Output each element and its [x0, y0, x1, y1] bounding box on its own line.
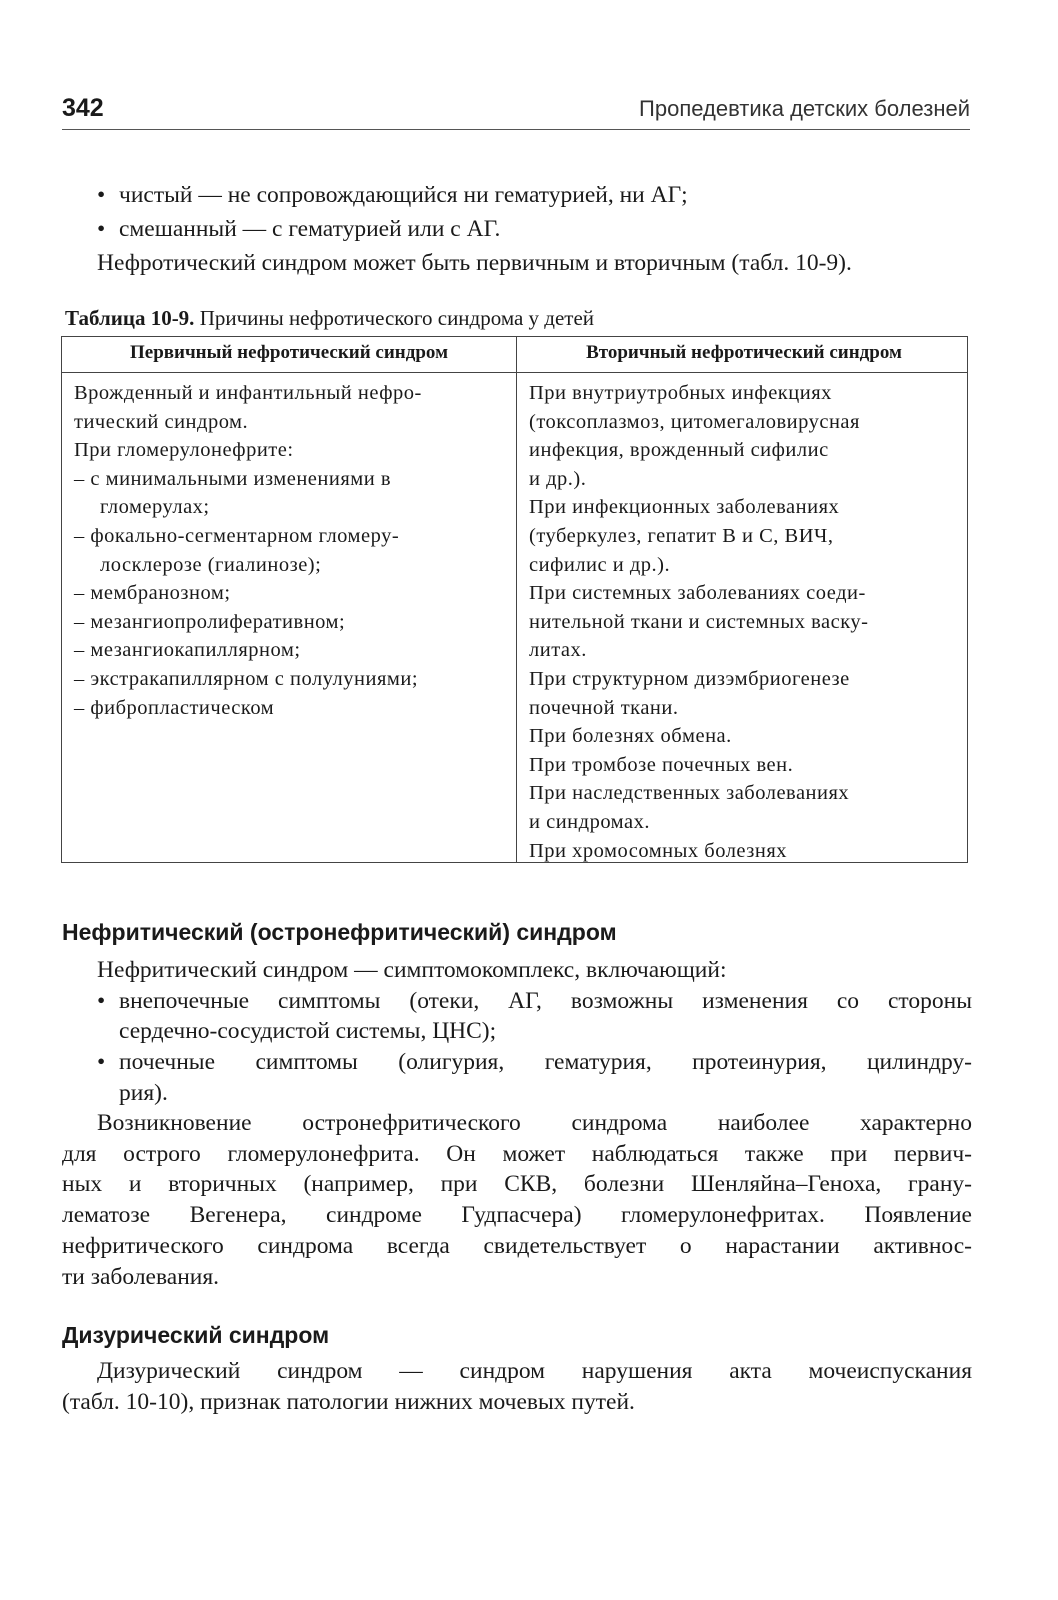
table-caption-text: Причины нефротического синдрома у детей [199, 306, 595, 330]
table-caption-label: Таблица 10-9. [65, 306, 195, 330]
cell-line: (токсоплазмоз, цитомегаловирусная [529, 410, 860, 433]
paragraph-line: лематозе Вегенера, синдроме Гудпасчера) гломерулонефритах. Появление [62, 1202, 972, 1229]
page-header [62, 92, 970, 132]
cell-line: и синдромах. [529, 810, 650, 833]
cell-line: – мезангиопролиферативном; [74, 610, 346, 633]
cell-line: нительной ткани и системных васку- [529, 610, 869, 633]
list-item: • чистый — не сопровождающийся ни гематурией, ни АГ; [97, 178, 977, 212]
cell-line: При внутриутробных инфекциях [529, 382, 832, 404]
cell-line: – фокально-сегментарном гломеру- [74, 524, 400, 547]
cell-line: Врожденный и инфантильный нефро- [74, 382, 422, 404]
list-item: • смешанный — с гематурией или с АГ. [97, 212, 977, 246]
cell-line: и др.). [529, 467, 587, 490]
secondary-causes-cell [529, 379, 961, 865]
top-bullet-list [97, 178, 977, 246]
list-item [62, 1047, 972, 1108]
cell-line: При системных заболеваниях соеди- [529, 582, 866, 605]
cell-line: При болезнях обмена. [529, 725, 732, 748]
bullet-icon: • [97, 987, 106, 1014]
section-heading-dysuric: Дизурический синдром [62, 1322, 330, 1348]
cell-line: При гломерулонефрите: [74, 439, 294, 462]
header-divider [62, 372, 967, 373]
list-item-line: рия). [119, 1079, 168, 1106]
header-rule [62, 129, 970, 130]
paragraph-line: Дизурический синдром — синдром нарушения акта мочеиспускания [97, 1358, 972, 1384]
cell-line: литах. [529, 639, 587, 662]
cell-line: – с минимальными изменениями в [74, 467, 392, 490]
cell-line: – экстракапиллярном с полулуниями; [74, 667, 419, 690]
cell-line: почечной ткани. [529, 696, 679, 719]
bullet-icon: • [97, 182, 106, 208]
cell-line: (туберкулез, гепатит В и С, ВИЧ, [529, 524, 834, 547]
cell-line: При тромбозе почечных вен. [529, 753, 794, 776]
cell-line: При наследственных заболеваниях [529, 782, 850, 805]
cell-line: При хромосомных болезнях [529, 839, 788, 862]
column-header-secondary: Вторичный нефротический синдром [586, 342, 902, 363]
primary-causes-cell [74, 379, 510, 722]
paragraph-line: нефритического синдрома всегда свидетельствует о нарастании активнос- [62, 1232, 972, 1259]
cell-line: – мембранозном; [74, 582, 231, 605]
section-heading-nephritic: Нефритический (остронефритический) синдром [62, 919, 617, 945]
paragraph-line: ти заболевания. [62, 1263, 220, 1290]
table-caption [65, 306, 594, 331]
page-number: 342 [62, 94, 104, 122]
intro-paragraph: Нефротический синдром может быть первичным и вторичным (табл. 10-9). [97, 250, 852, 276]
bullet-icon: • [97, 216, 106, 242]
paragraph-line: Возникновение остронефритического синдрома наиболее характерно [97, 1110, 972, 1136]
cell-line: гломерулах; [100, 496, 210, 519]
column-divider [516, 337, 517, 862]
list-item-line: внепочечные симптомы (отеки, АГ, возможны изменения со стороны [119, 987, 972, 1014]
list-item [62, 986, 972, 1047]
cell-line: При структурном дизэмбриогенезе [529, 667, 850, 690]
nephritic-intro-block [62, 955, 972, 1109]
paragraph-line: ных и вторичных (например, при СКВ, болезни Шенляйна–Геноха, грану- [62, 1171, 972, 1198]
list-item-line: почечные симптомы (олигурия, гематурия, протеинурия, цилиндру- [119, 1049, 972, 1076]
column-header-primary: Первичный нефротический синдром [129, 342, 449, 363]
cell-line: сифилис и др.). [529, 553, 671, 576]
cell-line: инфекция, врожденный сифилис [529, 439, 829, 462]
paragraph-line: (табл. 10-10), признак патологии нижних мочевых путей. [62, 1388, 635, 1415]
nephritic-intro: Нефритический синдром — симптомокомплекс, включающий: [97, 957, 727, 983]
list-item-line: сердечно-сосудистой системы, ЦНС); [119, 1018, 497, 1045]
cell-line: – мезангиокапиллярном; [74, 639, 301, 662]
cell-line: При инфекционных заболеваниях [529, 496, 840, 519]
running-head: Пропедевтика детских болезней [639, 96, 970, 121]
cell-line: тический синдром. [74, 410, 249, 433]
bullet-icon: • [97, 1049, 106, 1076]
nephritic-paragraph [62, 1108, 972, 1292]
causes-table [61, 336, 968, 863]
paragraph-line: для острого гломерулонефрита. Он может наблюдаться также при первич- [62, 1140, 972, 1167]
cell-line: лосклерозе (гиалинозе); [100, 553, 322, 576]
dysuric-paragraph [62, 1356, 972, 1417]
cell-line: – фибропластическом [74, 696, 275, 719]
